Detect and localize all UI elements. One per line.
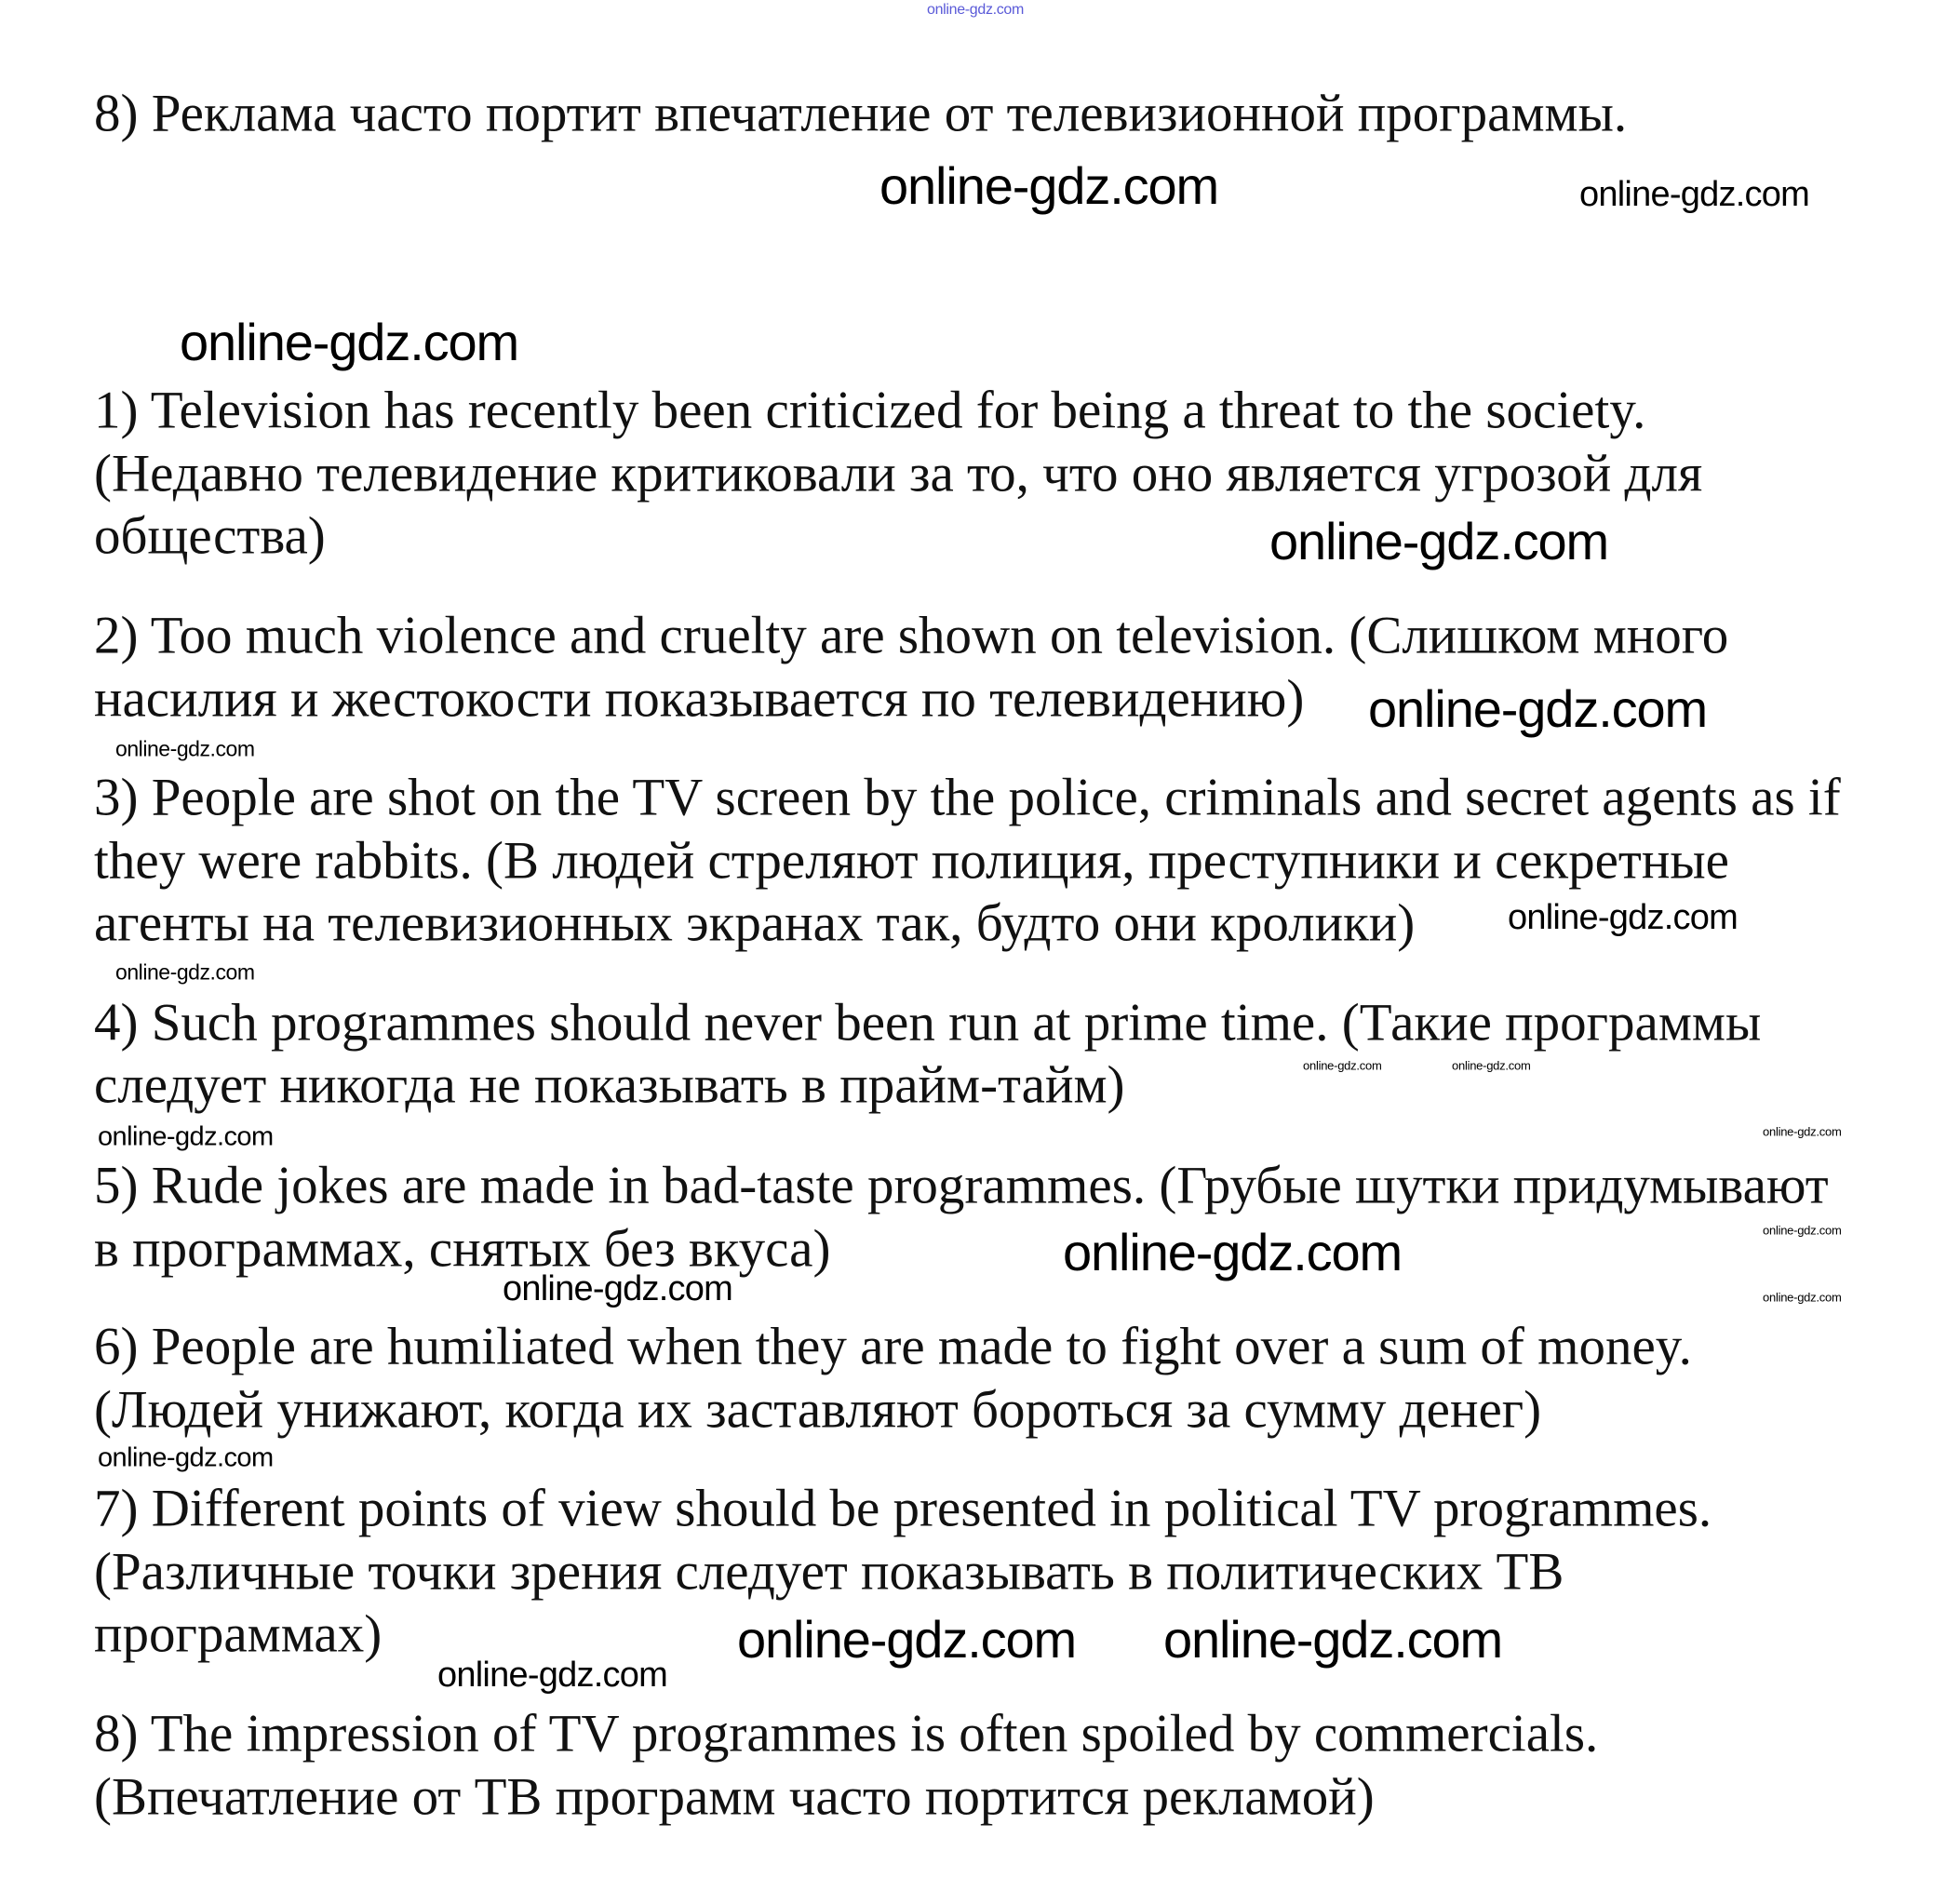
answer-8-line-1: 8) The impression of TV programmes is often spoiled by commercials. (94, 1704, 1599, 1764)
answer-4-line-2: следует никогда не показывать в прайм-тайм) (94, 1055, 1125, 1115)
watermark: online-gdz.com (98, 1442, 274, 1473)
answer-7-line-2: (Различные точки зрения следует показывать в политических ТВ (94, 1542, 1564, 1602)
watermark: online-gdz.com (1763, 1124, 1842, 1139)
watermark: online-gdz.com (115, 736, 255, 761)
answer-7-line-1: 7) Different points of view should be presented in political TV programmes. (94, 1479, 1712, 1538)
watermark: online-gdz.com (503, 1269, 733, 1308)
watermark: online-gdz.com (737, 1610, 1077, 1669)
answer-1-line-3: общества) (94, 506, 326, 566)
answer-7-line-3: программах) (94, 1604, 383, 1664)
answer-5-line-2: в программах, снятых без вкуса) (94, 1219, 831, 1279)
answer-6-line-1: 6) People are humiliated when they are made to fight over a sum of money. (94, 1317, 1692, 1376)
watermark: online-gdz.com (1303, 1058, 1382, 1073)
answer-2-line-1: 2) Too much violence and cruelty are shown on television. (Слишком много (94, 606, 1729, 665)
watermark: online-gdz.com (98, 1121, 274, 1152)
watermark: online-gdz.com (180, 313, 519, 371)
answer-4-line-1: 4) Such programmes should never been run at prime time. (Такие программы (94, 993, 1762, 1053)
watermark: online-gdz.com (1063, 1223, 1403, 1281)
answer-3-line-2: they were rabbits. (В людей стреляют полиция, преступники и секретные (94, 831, 1729, 891)
watermark: online-gdz.com (1579, 175, 1810, 214)
answer-5-line-1: 5) Rude jokes are made in bad-taste programmes. (Грубые шутки придумывают (94, 1156, 1829, 1215)
watermark: online-gdz.com (437, 1656, 668, 1695)
answer-8-line-2: (Впечатление от ТВ программ часто портится рекламой) (94, 1767, 1375, 1827)
watermark: online-gdz.com (115, 959, 255, 985)
watermark: online-gdz.com (1763, 1290, 1842, 1305)
answer-6-line-2: (Людей унижают, когда их заставляют бороться за сумму денег) (94, 1380, 1542, 1440)
answer-3-line-1: 3) People are shot on the TV screen by the police, criminals and secret agents as if (94, 768, 1841, 827)
watermark: online-gdz.com (1452, 1058, 1531, 1073)
watermark: online-gdz.com (879, 156, 1219, 215)
task-sentence: 8) Реклама часто портит впечатление от телевизионной программы. (94, 84, 1628, 143)
watermark: online-gdz.com (1269, 512, 1609, 570)
answer-2-line-2: насилия и жестокости показывается по телевидению) (94, 669, 1305, 729)
answer-1-line-1: 1) Television has recently been criticized for being a threat to the society. (94, 381, 1646, 440)
answer-1-line-2: (Недавно телевидение критиковали за то, что оно является угрозой для (94, 444, 1703, 503)
answer-3-line-3: агенты на телевизионных экранах так, будто они кролики) (94, 893, 1416, 953)
watermark: online-gdz.com (1763, 1223, 1842, 1238)
watermark: online-gdz.com (1163, 1610, 1503, 1669)
watermark-top: online-gdz.com (927, 2, 1025, 18)
watermark: online-gdz.com (1508, 898, 1738, 937)
watermark: online-gdz.com (1368, 679, 1708, 738)
